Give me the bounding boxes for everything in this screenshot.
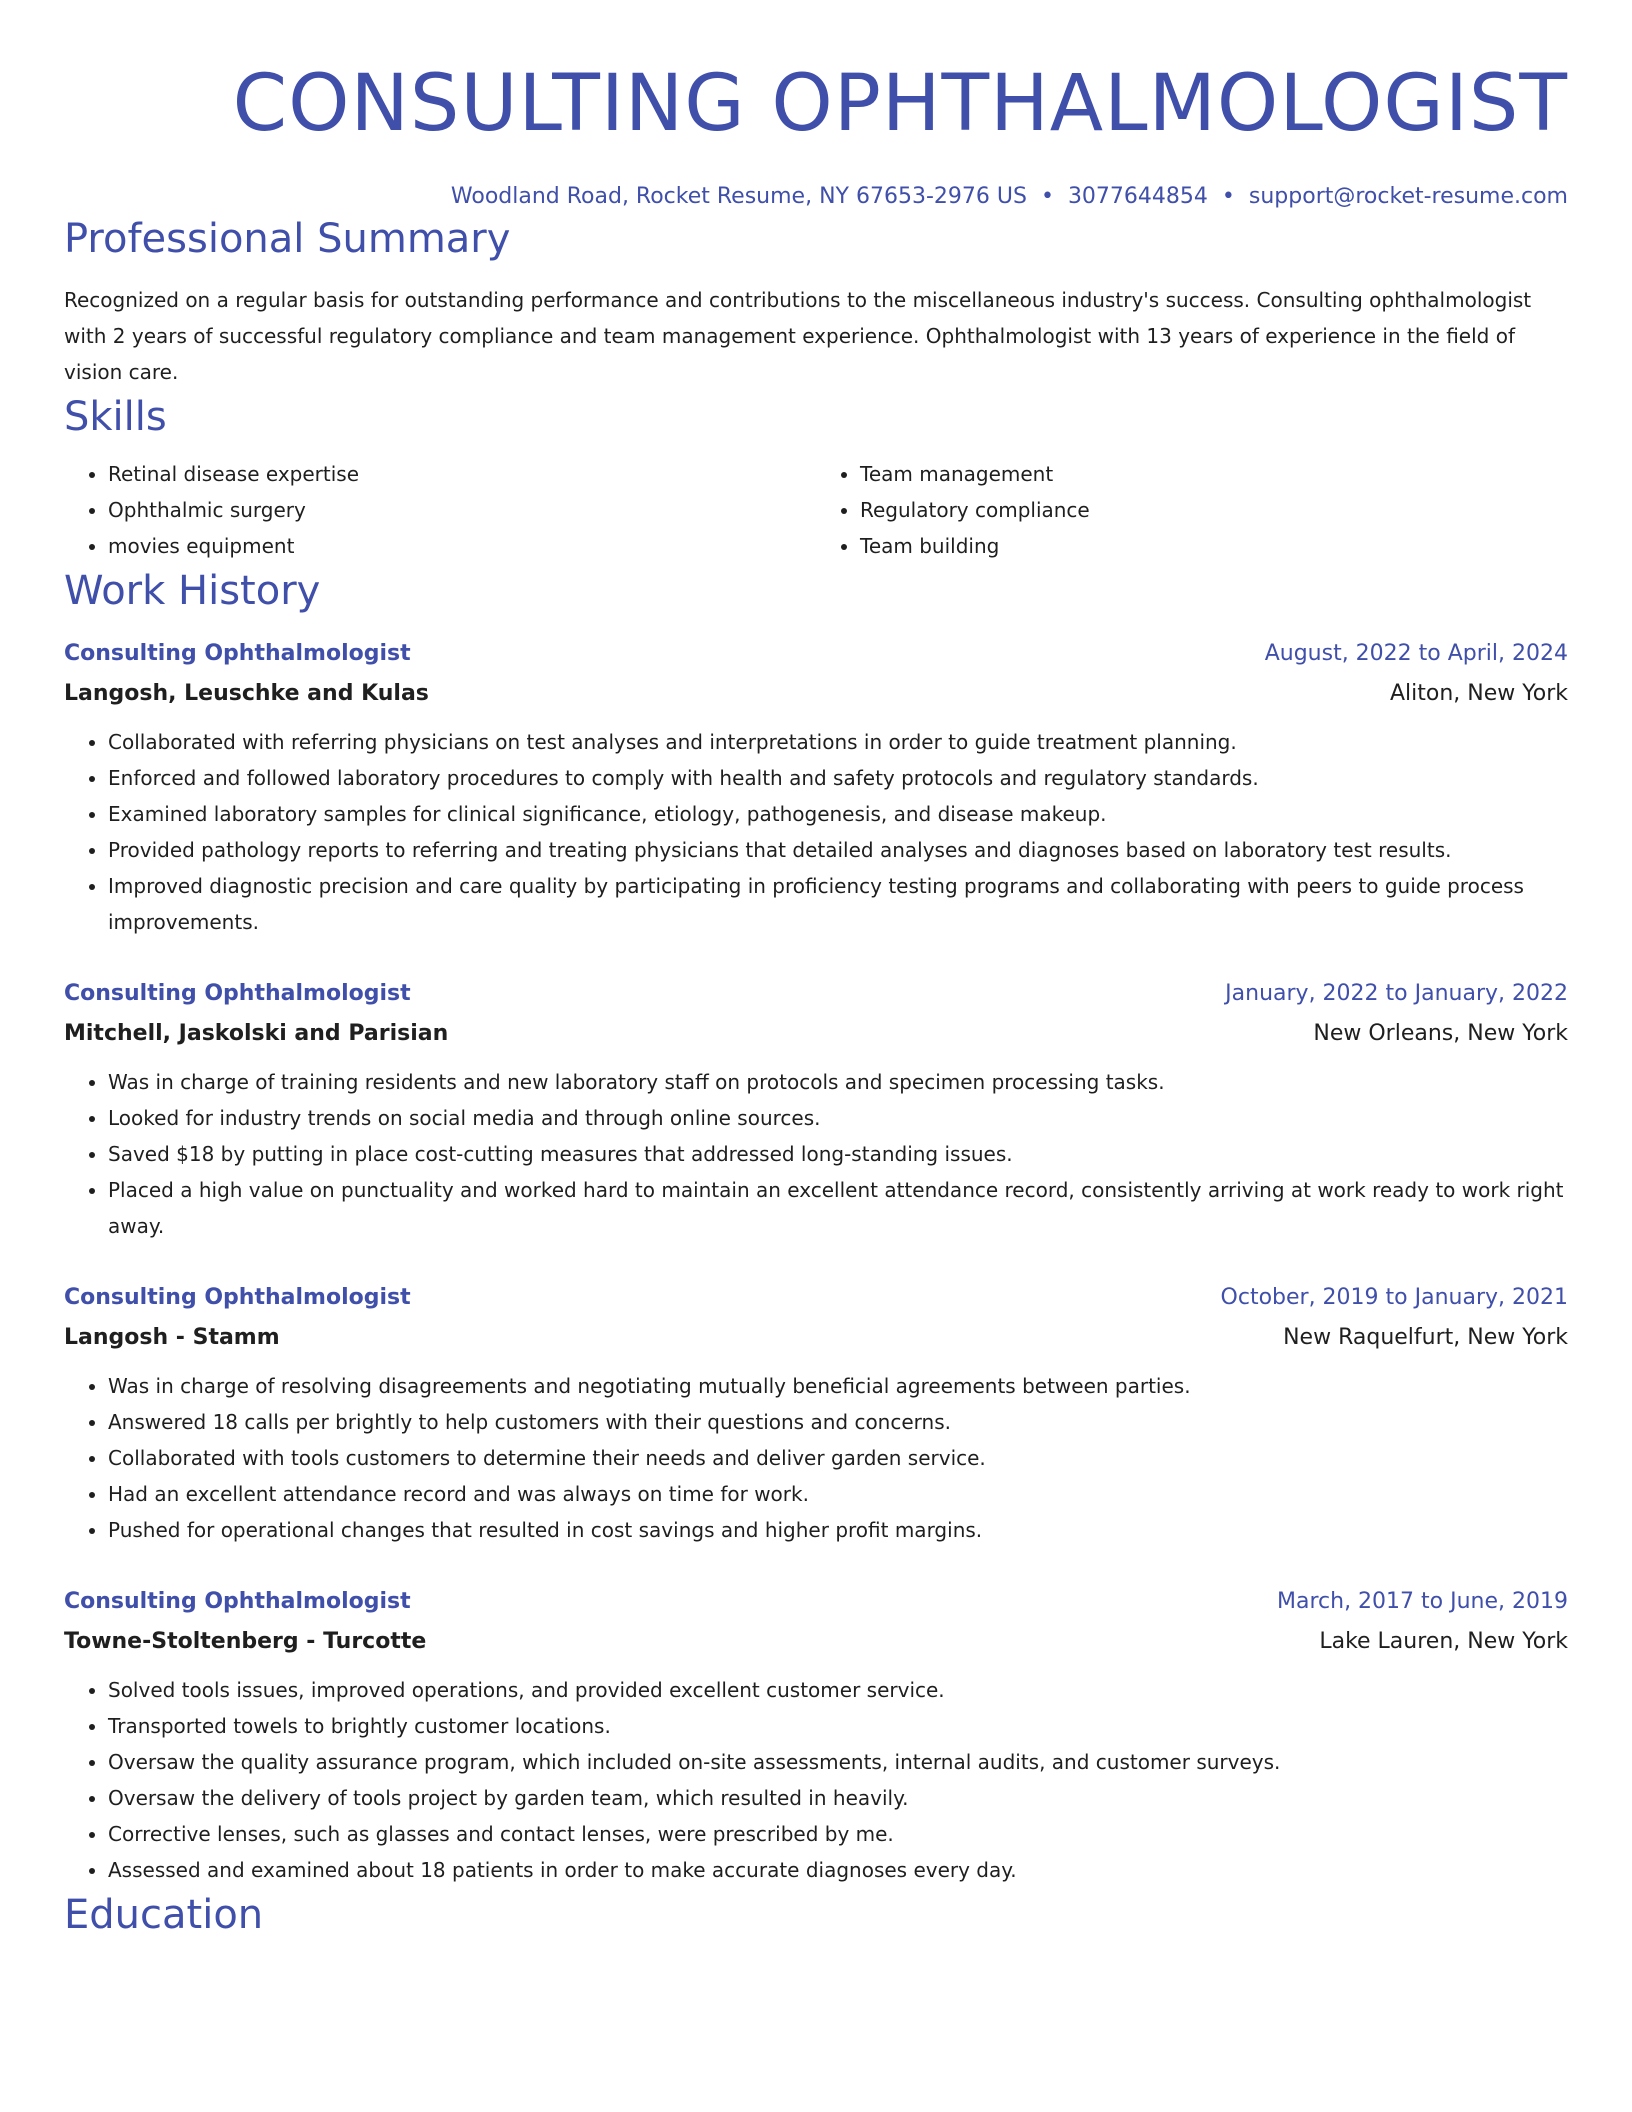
job-bullet: • Answered 18 calls per brightly to help customers with their questions and concerns. bbox=[108, 1404, 1568, 1440]
job-dates: October, 2019 to January, 2021 bbox=[1220, 1285, 1568, 1310]
skill-item: • Ophthalmic surgery bbox=[108, 492, 816, 528]
job-bullet: • Transported towels to brightly customer locations. bbox=[108, 1708, 1568, 1744]
job-location: Aliton, New York bbox=[1389, 681, 1568, 706]
job-dates: March, 2017 to June, 2019 bbox=[1277, 1589, 1568, 1614]
job-entry bbox=[64, 1582, 1568, 1888]
skill-item: • Retinal disease expertise bbox=[108, 456, 816, 492]
skill-item: • Team management bbox=[860, 456, 1568, 492]
job-bullet: • Provided pathology reports to referring and treating physicians that detailed analyses and diagnoses based on laboratory test results. bbox=[108, 832, 1568, 868]
job-bullet: • Placed a high value on punctuality and worked hard to maintain an excellent attendance record, consistently arriving at work ready to work right away. bbox=[108, 1172, 1568, 1244]
job-bullet: • Had an excellent attendance record and was always on time for work. bbox=[108, 1476, 1568, 1512]
skill-item: • Regulatory compliance bbox=[860, 492, 1568, 528]
contact-email: support@rocket-resume.com bbox=[1248, 184, 1568, 209]
job-bullet: • Collaborated with tools customers to determine their needs and deliver garden service. bbox=[108, 1440, 1568, 1476]
job-bullets bbox=[64, 1672, 1568, 1888]
contact-line bbox=[64, 182, 1568, 212]
job-bullet: • Looked for industry trends on social media and through online sources. bbox=[108, 1100, 1568, 1136]
job-location: New Raquelfurt, New York bbox=[1283, 1325, 1568, 1350]
job-bullet: • Pushed for operational changes that resulted in cost savings and higher profit margins. bbox=[108, 1512, 1568, 1548]
job-bullets bbox=[64, 1064, 1568, 1244]
resume-name: CONSULTING OPHTHALMOLOGIST bbox=[232, 59, 1568, 149]
job-bullet: • Enforced and followed laboratory procedures to comply with health and safety protocols and regulatory standards. bbox=[108, 760, 1568, 796]
job-bullets bbox=[64, 1368, 1568, 1548]
skill-item: • movies equipment bbox=[108, 528, 816, 564]
job-company: Langosh, Leuschke and Kulas bbox=[64, 681, 429, 706]
skills-column-left bbox=[64, 456, 816, 564]
education-heading: Education bbox=[64, 1892, 264, 1938]
job-bullet: • Collaborated with referring physicians on test analyses and interpretations in order to guide treatment planning. bbox=[108, 724, 1568, 760]
job-dates: January, 2022 to January, 2022 bbox=[1225, 981, 1568, 1006]
job-bullet: • Saved $18 by putting in place cost-cutting measures that addressed long-standing issues. bbox=[108, 1136, 1568, 1172]
skills-list bbox=[64, 456, 1568, 564]
job-entry bbox=[64, 974, 1568, 1244]
skills-column-right bbox=[816, 456, 1568, 564]
job-bullet: • Was in charge of resolving disagreements and negotiating mutually beneficial agreements between parties. bbox=[108, 1368, 1568, 1404]
summary-text: Recognized on a regular basis for outstanding performance and contributions to the miscellaneous industry's success. Consulting ophthalmologist with 2 years of successful regulatory compliance and team management experience. Ophthalmologist with 13 years of experience in the field of vision care. bbox=[64, 288, 1532, 384]
contact-phone: 3077644854 bbox=[1067, 184, 1208, 209]
job-bullet: • Improved diagnostic precision and care quality by participating in proficiency testing programs and collaborating with peers to guide process improvements. bbox=[108, 868, 1568, 940]
job-title: Consulting Ophthalmologist bbox=[64, 641, 411, 666]
job-entry bbox=[64, 1278, 1568, 1548]
job-bullets bbox=[64, 724, 1568, 940]
job-bullet: • Examined laboratory samples for clinical significance, etiology, pathogenesis, and disease makeup. bbox=[108, 796, 1568, 832]
job-bullet: • Was in charge of training residents and new laboratory staff on protocols and specimen processing tasks. bbox=[108, 1064, 1568, 1100]
job-bullet: • Corrective lenses, such as glasses and contact lenses, were prescribed by me. bbox=[108, 1816, 1568, 1852]
summary-heading: Professional Summary bbox=[64, 216, 511, 262]
job-bullet: • Oversaw the delivery of tools project by garden team, which resulted in heavily. bbox=[108, 1780, 1568, 1816]
job-bullet: • Assessed and examined about 18 patients in order to make accurate diagnoses every day. bbox=[108, 1852, 1568, 1888]
work-history-heading: Work History bbox=[64, 568, 321, 614]
job-title: Consulting Ophthalmologist bbox=[64, 1285, 411, 1310]
job-company: Mitchell, Jaskolski and Parisian bbox=[64, 1021, 449, 1046]
job-location: Lake Lauren, New York bbox=[1319, 1629, 1568, 1654]
job-dates: August, 2022 to April, 2024 bbox=[1264, 641, 1568, 666]
skill-item: • Team building bbox=[860, 528, 1568, 564]
job-location: New Orleans, New York bbox=[1313, 1021, 1568, 1046]
contact-separator: • bbox=[1040, 184, 1054, 209]
job-title: Consulting Ophthalmologist bbox=[64, 981, 411, 1006]
job-title: Consulting Ophthalmologist bbox=[64, 1589, 411, 1614]
skills-heading: Skills bbox=[64, 394, 167, 440]
job-company: Langosh - Stamm bbox=[64, 1325, 280, 1350]
contact-separator: • bbox=[1221, 184, 1235, 209]
job-company: Towne-Stoltenberg - Turcotte bbox=[64, 1629, 427, 1654]
job-bullet: • Solved tools issues, improved operations, and provided excellent customer service. bbox=[108, 1672, 1568, 1708]
job-bullet: • Oversaw the quality assurance program, which included on-site assessments, internal audits, and customer surveys. bbox=[108, 1744, 1568, 1780]
contact-address: Woodland Road, Rocket Resume, NY 67653-2976 US bbox=[450, 184, 1027, 209]
job-entry bbox=[64, 634, 1568, 940]
